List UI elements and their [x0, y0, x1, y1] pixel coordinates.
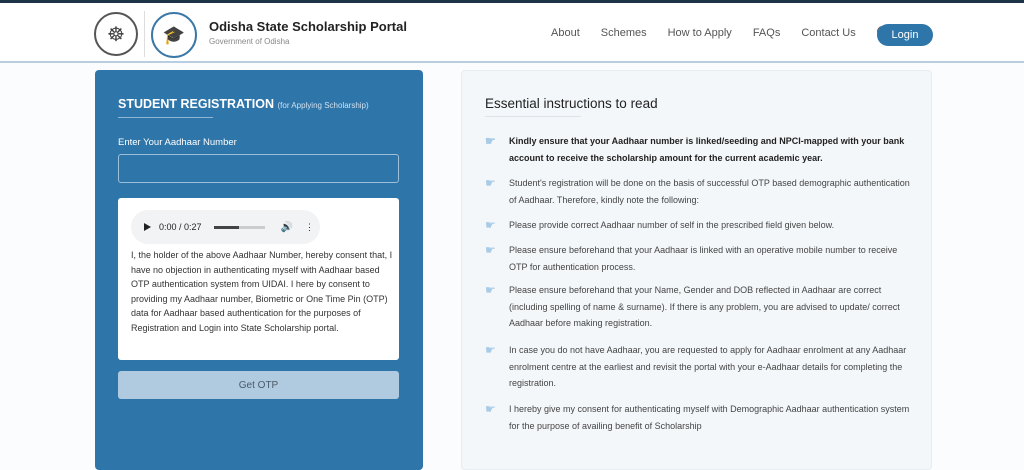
odisha-emblem-logo: ☸: [94, 12, 138, 56]
audio-time: 0:00 / 0:27: [159, 222, 202, 232]
aadhaar-label: Enter Your Aadhaar Number: [118, 137, 237, 148]
site-header: [0, 3, 1024, 63]
instruction-text: In case you do not have Aadhaar, you are requested to apply for Aadhaar enrolment at any Aadhaar enrolment centre at the earliest and revisit the portal with your e-Aadhaar details for completing the registration.: [509, 345, 907, 388]
pointing-hand-icon: ☛: [485, 218, 496, 232]
login-button[interactable]: Login: [877, 24, 933, 46]
instructions-title: Essential instructions to read: [485, 96, 658, 111]
instruction-item: [485, 175, 915, 208]
get-otp-button[interactable]: Get OTP: [118, 371, 399, 399]
registration-title-text: STUDENT REGISTRATION: [118, 97, 275, 111]
instruction-item: [485, 401, 915, 434]
consent-box: [118, 198, 399, 360]
scholarship-portal-logo[interactable]: 🎓: [151, 12, 197, 58]
title-underline: [118, 117, 213, 118]
consent-text: I, the holder of the above Aadhaar Number, hereby consent that, I have no objection in authenticating myself with Aadhaar based OTP authentication system from UIDAI. I here by consent to providing my Aadhaar number, Biometric or One Time Pin (OTP) data for Aadhaar based authentication for the purposes of Registration and Login into State Scholarship portal.: [131, 250, 393, 333]
instruction-text: Kindly ensure that your Aadhaar number is linked/seeding and NPCI-mapped with your bank account to receive the scholarship amount for the current academic year.: [509, 136, 905, 163]
nav-contact-us[interactable]: Contact Us: [801, 27, 856, 39]
registration-panel: [95, 70, 423, 470]
play-icon[interactable]: [144, 223, 151, 231]
instruction-text: Please ensure beforehand that your Name, Gender and DOB reflected in Aadhaar are correct (including spelling of name & surname). If there is any problem, you are advised to update/ correct Aadhaar before making registration.: [509, 285, 900, 328]
title-underline: [485, 116, 581, 117]
audio-progress-fill: [214, 226, 240, 229]
registration-title: [118, 97, 369, 111]
instruction-item: [485, 133, 915, 166]
audio-player[interactable]: [131, 210, 320, 244]
nav-how-to-apply[interactable]: How to Apply: [667, 27, 732, 39]
more-options-icon[interactable]: ⋮: [305, 221, 314, 232]
audio-progress-slider[interactable]: [214, 226, 265, 229]
instruction-item: [485, 342, 915, 392]
nav-about[interactable]: About: [551, 27, 580, 39]
instruction-text: Student's registration will be done on the basis of successful OTP based demographic authentication of Aadhaar. Therefore, kindly note the following:: [509, 178, 910, 205]
pointing-hand-icon: ☛: [485, 134, 496, 148]
instruction-item: [485, 282, 915, 332]
pointing-hand-icon: ☛: [485, 402, 496, 416]
instructions-panel: [461, 70, 932, 470]
aadhaar-input[interactable]: [118, 154, 399, 183]
instruction-text: I hereby give my consent for authenticating myself with Demographic Aadhaar authentication system for the purpose of availing benefit of Scholarship: [509, 404, 910, 431]
pointing-hand-icon: ☛: [485, 176, 496, 190]
instruction-item: [485, 242, 915, 275]
site-title[interactable]: Odisha State Scholarship Portal: [209, 19, 407, 34]
logo-divider: [144, 11, 145, 57]
instruction-text: Please ensure beforehand that your Aadhaar is linked with an operative mobile number to receive OTP for authentication process.: [509, 245, 898, 272]
pointing-hand-icon: ☛: [485, 283, 496, 297]
volume-icon[interactable]: 🔊: [280, 221, 293, 233]
pointing-hand-icon: ☛: [485, 343, 496, 357]
pointing-hand-icon: ☛: [485, 243, 496, 257]
site-subtitle: Government of Odisha: [209, 37, 290, 46]
nav-schemes[interactable]: Schemes: [600, 27, 647, 39]
nav-faqs[interactable]: FAQs: [752, 27, 781, 39]
main-nav: [551, 26, 911, 40]
instruction-text: Please provide correct Aadhaar number of self in the prescribed field given below.: [509, 220, 835, 230]
registration-title-note: (for Applying Scholarship): [277, 101, 369, 110]
instruction-item: [485, 217, 915, 234]
